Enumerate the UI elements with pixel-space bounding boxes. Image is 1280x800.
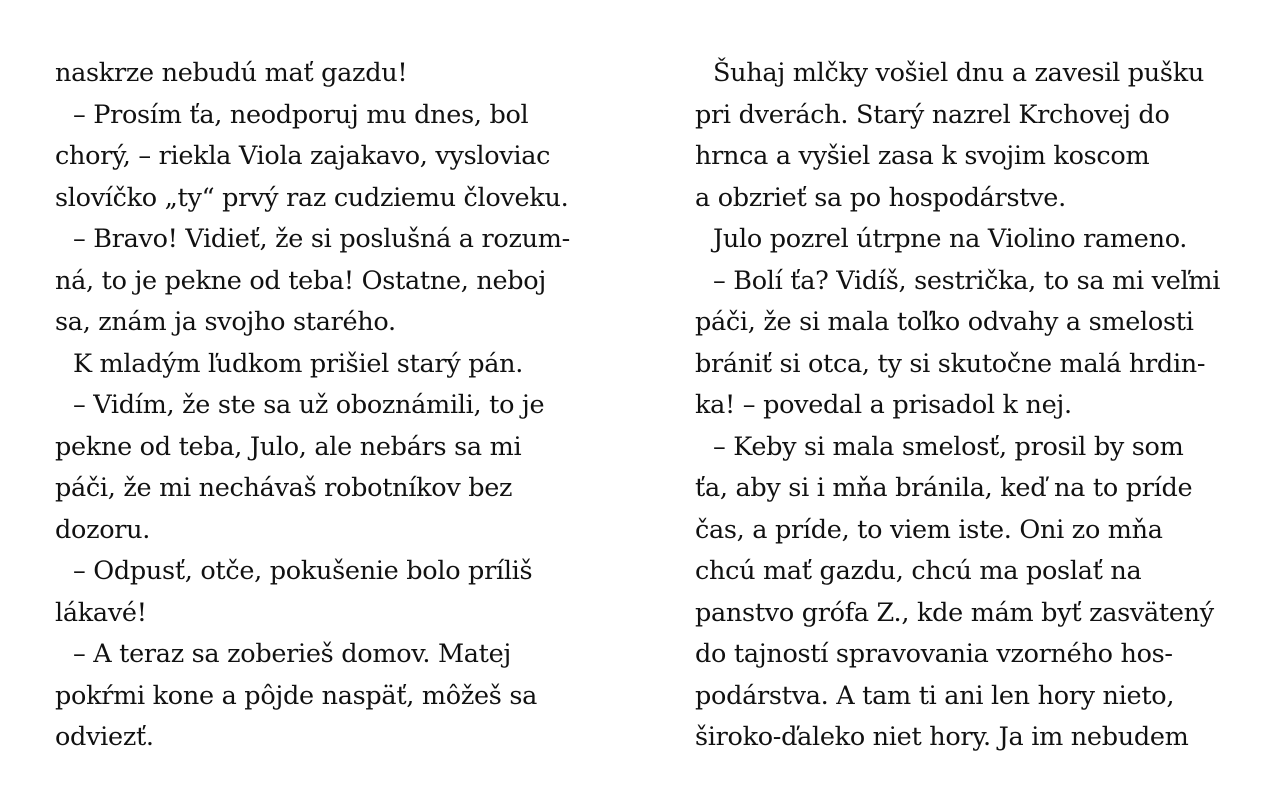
left-line-4: slovíčko „ty“ prvý raz cudziemu človeku. xyxy=(55,182,569,213)
left-line-2: – Prosím ťa, neodporuj mu dnes, bol xyxy=(73,99,529,130)
right-line-10: – Keby si mala smelosť, prosil by som xyxy=(713,431,1184,462)
left-line-13: – Odpusť, otče, pokušenie bolo príliš xyxy=(73,556,533,586)
left-line-17: odviezť. xyxy=(55,722,154,752)
right-line-14: panstvo grófa Z., kde mám byť zasvätený xyxy=(695,597,1214,628)
right-line-1: Šuhaj mlčky vošiel dnu a zavesil pušku xyxy=(713,58,1204,88)
right-line-12: čas, a príde, to viem iste. Oni zo mňa xyxy=(695,514,1163,545)
left-line-15: – A teraz sa zoberieš domov. Matej xyxy=(73,639,512,669)
left-line-16: pokŕmi kone a pôjde naspäť, môžeš sa xyxy=(55,680,538,711)
left-line-6: ná, to je pekne od teba! Ostatne, neboj xyxy=(55,265,546,296)
right-line-15: do tajností spravovania vzorného hos- xyxy=(695,639,1173,669)
left-line-14: lákavé! xyxy=(55,597,147,628)
left-line-7: sa, znám ja svojho starého. xyxy=(55,307,396,337)
left-line-8: K mladým ľudkom prišiel starý pán. xyxy=(73,348,524,379)
right-line-3: hrnca a vyšiel zasa k svojim koscom xyxy=(695,141,1150,171)
right-line-11: ťa, aby si i mňa bránila, keď na to príde xyxy=(695,473,1193,503)
right-line-4: a obzrieť sa po hospodárstve. xyxy=(695,182,1066,213)
right-line-17: široko-ďaleko niet hory. Ja im nebudem xyxy=(695,722,1189,752)
left-line-10: pekne od teba, Julo, ale nebárs sa mi xyxy=(55,431,522,462)
left-line-3: chorý, – riekla Viola zajakavo, vysloviac xyxy=(55,141,551,171)
left-page-column xyxy=(55,53,615,759)
right-line-9: ka! – povedal a prisadol k nej. xyxy=(695,390,1072,420)
left-line-1: naskrze nebudú mať gazdu! xyxy=(55,58,408,88)
right-line-7: páči, že si mala toľko odvahy a smelosti xyxy=(695,307,1194,337)
right-line-13: chcú mať gazdu, chcú ma poslať na xyxy=(695,556,1142,586)
right-page-column xyxy=(695,53,1255,759)
left-line-12: dozoru. xyxy=(55,514,151,545)
left-line-5: – Bravo! Vidieť, že si poslušná a rozum- xyxy=(73,224,570,254)
right-line-2: pri dverách. Starý nazrel Krchovej do xyxy=(695,99,1170,130)
left-line-9: – Vidím, že ste sa už oboznámili, to je xyxy=(73,390,545,420)
left-line-11: páči, že mi nechávaš robotníkov bez xyxy=(55,473,513,503)
right-line-16: podárstva. A tam ti ani len hory nieto, xyxy=(695,680,1175,711)
right-line-8: brániť si otca, ty si skutočne malá hrdin- xyxy=(695,348,1206,379)
right-line-5: Julo pozrel útrpne na Violino rameno. xyxy=(713,224,1188,254)
right-line-6: – Bolí ťa? Vidíš, sestrička, to sa mi veľmi xyxy=(713,265,1221,296)
